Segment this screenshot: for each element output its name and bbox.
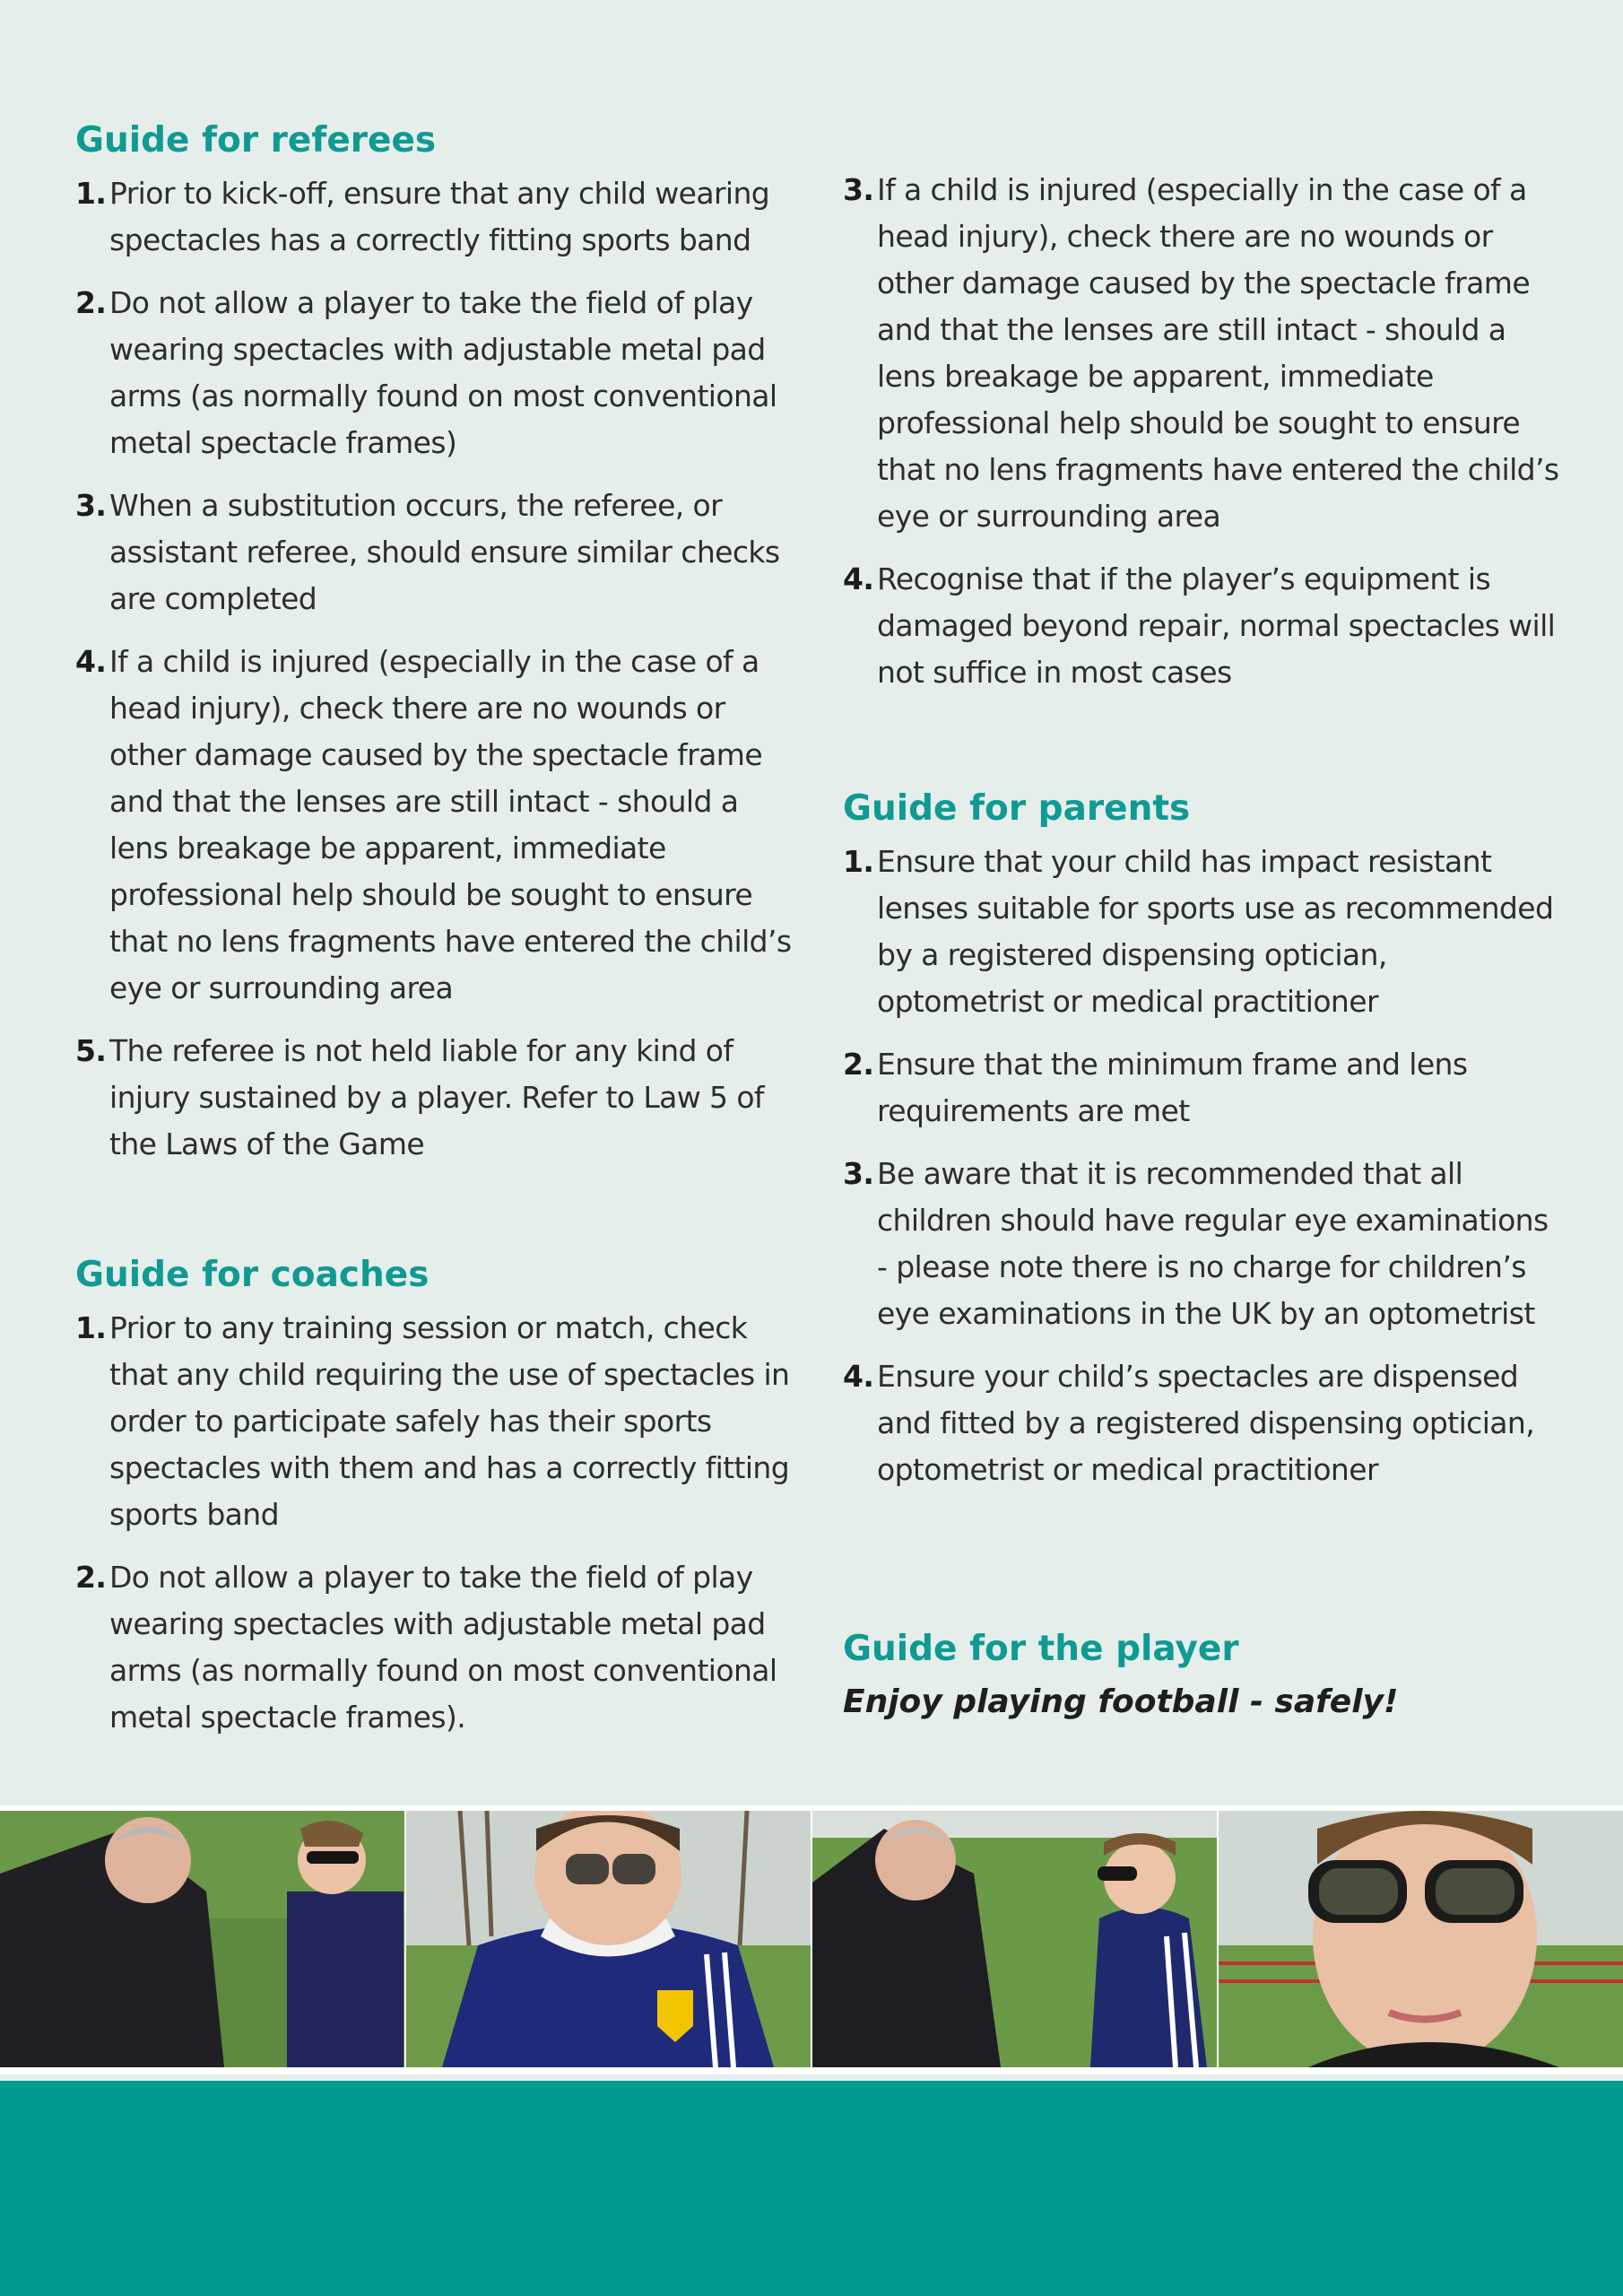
list-item: 2. Do not allow a player to take the field of play wearing spectacles with adjustable metal pad arms (as normally found on most conventional metal spectacle frames). xyxy=(75,1560,777,1735)
coaches-heading: Guide for coaches xyxy=(75,1255,430,1295)
coaches-section xyxy=(75,1249,793,1757)
parents-list xyxy=(843,839,1560,1493)
boy-closeup-photo xyxy=(1219,1811,1623,2067)
parents-section xyxy=(843,783,1560,1509)
list-item: 1. Ensure that your child has impact resistant lenses suitable for sports use as recommended by a registered dispensing optician, optometrist or medical practitioner xyxy=(843,844,1554,1019)
player-section xyxy=(843,1623,1560,1726)
player-heading: Guide for the player xyxy=(843,1629,1239,1669)
parents-heading: Guide for parents xyxy=(843,788,1191,829)
list-item: 4. If a child is injured (especially in the case of a head injury), check there are no wounds or other damage caused by the spectacle frame and that the lenses are still intact - should a lens breakage be apparent, immediate professional help should be sought to ensure that no lens fragments have entered the child’s eye or surrounding area xyxy=(75,644,792,1005)
footer-band xyxy=(0,2081,1623,2296)
list-item: 3. If a child is injured (especially in the case of a head injury), check there are no wounds or other damage caused by the spectacle frame and that the lenses are still intact - should a lens breakage be apparent, immediate professional help should be sought to ensure that no lens fragments have entered the child’s eye or surrounding area xyxy=(843,172,1559,534)
list-item: 1. Prior to kick-off, ensure that any child wearing spectacles has a correctly fitting sports band xyxy=(75,176,770,257)
coaches-list-right xyxy=(843,167,1560,696)
referees-section xyxy=(75,115,793,1184)
coaches-section-continued xyxy=(843,167,1560,712)
list-item: 4. Ensure your child’s spectacles are dispensed and fitted by a registered dispensing optician, optometrist or medical practitioner xyxy=(843,1359,1535,1487)
coach-and-boy-photo-1 xyxy=(0,1811,404,2067)
list-item: 4. Recognise that if the player’s equipment is damaged beyond repair, normal spectacles will not suffice in most cases xyxy=(843,561,1556,690)
coaches-list-left xyxy=(75,1305,793,1741)
list-item: 2. Ensure that the minimum frame and lens requirements are met xyxy=(843,1047,1468,1128)
list-item: 2. Do not allow a player to take the field of play wearing spectacles with adjustable metal pad arms (as normally found on most conventional metal spectacle frames) xyxy=(75,285,777,460)
list-item: 1. Prior to any training session or match, check that any child requiring the use of spectacles in order to participate safely has their sports spectacles with them and has a correctly fitting sports band xyxy=(75,1310,790,1532)
list-item: 5. The referee is not held liable for any kind of injury sustained by a player. Refer to Law 5 of the Laws of the Game xyxy=(75,1033,764,1161)
list-item: 3. When a substitution occurs, the referee, or assistant referee, should ensure similar checks are completed xyxy=(75,488,780,616)
boy-in-sports-glasses-photo xyxy=(406,1811,811,2067)
coach-and-boy-photo-2 xyxy=(812,1811,1217,2067)
player-tagline: Enjoy playing football - safely! xyxy=(843,1683,1399,1720)
list-item: 3. Be aware that it is recommended that all children should have regular eye examinations - please note there is no charge for children’s eye examinations in the UK by an optometrist xyxy=(843,1156,1549,1331)
photo-strip xyxy=(0,1805,1623,2074)
referees-list xyxy=(75,170,793,1168)
referees-heading: Guide for referees xyxy=(75,120,437,161)
